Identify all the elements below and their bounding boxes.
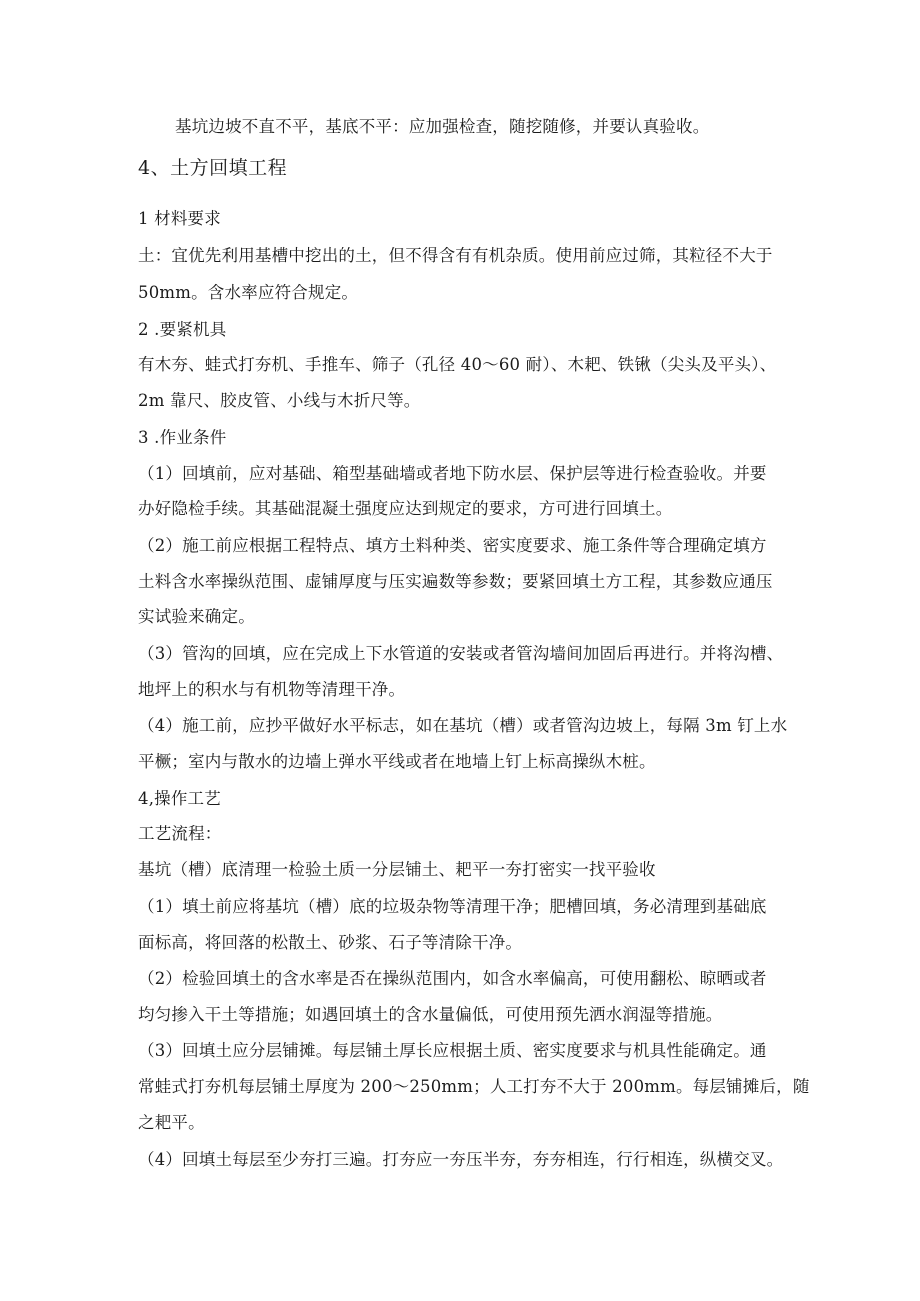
process-flow: 基坑（槽）底清理一检验土质一分层铺土、耙平一夯打密实一找平验收 [138,860,656,879]
paragraph-line: 地坪上的积水与有机物等清理干净。 [138,680,406,699]
intro-line: 基坑边坡不直不平，基底不平：应加强检查，随挖随修，并要认真验收。 [175,117,710,136]
conditions-title: 3 .作业条件 [138,428,227,447]
paragraph-line: 办好隐检手续。其基础混凝土强度应达到规定的要求，方可进行回填土。 [138,499,673,518]
paragraph-line: （3）回填土应分层铺摊。每层铺土厚长应根据土质、密实度要求与机具性能确定。通 [138,1041,767,1060]
paragraph-line: 平橛；室内与散水的边墙上弹水平线或者在地墙上钉上标高操纵木桩。 [138,752,656,771]
tools-title: 2 .要紧机具 [138,320,227,339]
process-flow-label: 工艺流程： [138,824,222,843]
section-title: 4、土方回填工程 [138,157,288,179]
paragraph-line: 面标高，将回落的松散土、砂浆、石子等清除干净。 [138,933,523,952]
paragraph-line: 50mm。含水率应符合规定。 [138,283,359,302]
paragraph-line: （2）检验回填土的含水率是否在操纵范围内，如含水率偏高，可使用翻松、晾晒或者 [138,969,767,988]
paragraph-line: 之耙平。 [138,1113,205,1132]
paragraph-line: 有木夯、蛙式打夯机、手推车、筛子（孔径 40～60 耐）、木耙、铁锹（尖头及平头）、 [138,355,777,374]
materials-title: 1 材料要求 [138,209,221,228]
paragraph-line: 2m 靠尺、胶皮管、小线与木折尺等。 [138,391,421,410]
paragraph-line: 土料含水率操纵范围、虚铺厚度与压实遍数等参数；要紧回填土方工程，其参数应通压 [138,572,773,591]
paragraph-line: 常蛙式打夯机每层铺土厚度为 200～250mm；人工打夯不大于 200mm。每层铺摊后，随 [138,1077,810,1096]
paragraph-line: （4）回填土每层至少夯打三遍。打夯应一夯压半夯，夯夯相连，行行相连，纵横交叉。 [138,1150,784,1169]
paragraph-line: （1）填土前应将基坑（槽）底的垃圾杂物等清理干净；肥槽回填，务必清理到基础底 [138,897,767,916]
paragraph-line: 均匀掺入干土等措施；如遇回填土的含水量偏低，可使用预先洒水润湿等措施。 [138,1005,723,1024]
paragraph-line: （4）施工前，应抄平做好水平标志，如在基坑（槽）或者管沟边坡上，每隔 3m 钉上水 [138,716,788,735]
process-title: 4,操作工艺 [138,789,221,808]
paragraph-line: 实试验来确定。 [138,607,255,626]
paragraph-line: 土：宜优先利用基槽中挖出的土，但不得含有有机杂质。使用前应过筛，其粒径不大于 [138,246,773,265]
paragraph-line: （1）回填前，应对基础、箱型基础墙或者地下防水层、保护层等进行检查验收。并要 [138,464,767,483]
paragraph-line: （2）施工前应根据工程特点、填方土料种类、密实度要求、施工条件等合理确定填方 [138,536,767,555]
paragraph-line: （3）管沟的回填，应在完成上下水管道的安装或者管沟墙间加固后再进行。并将沟槽、 [138,644,784,663]
